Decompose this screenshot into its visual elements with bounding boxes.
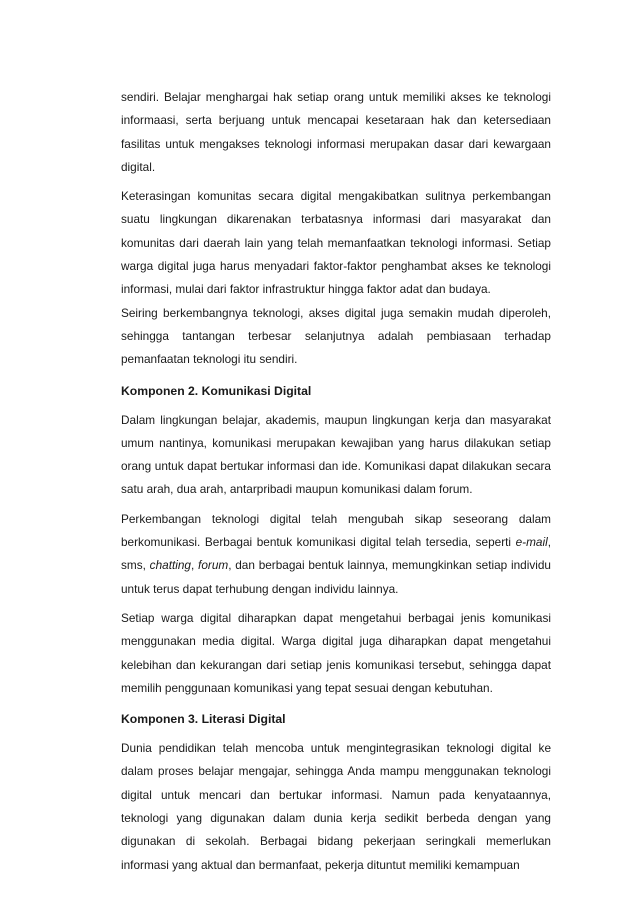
document-page xyxy=(121,86,551,877)
chatting-term: chatting xyxy=(149,558,191,573)
paragraph-communication-duty: Dalam lingkungan belajar, akademis, maupun lingkungan kerja dan masyarakat umum nantinya, komunikasi merupakan kewajiban yang harus dilakukan setiap orang untuk dapat bertukar informasi dan ide. Komunikasi dapat dilakukan secara satu arah, dua arah, antarpribadi maupun komunikasi dalam forum. xyxy=(121,412,551,497)
paragraph-text: , dan berbagai bentuk lainnya, memungkinkan setiap individu untuk terus dapat terhubung dengan individu lainnya. xyxy=(121,558,551,596)
email-term: e-mail xyxy=(515,535,548,550)
paragraph-access-rights: sendiri. Belajar menghargai hak setiap orang untuk memiliki akses ke teknologi informaasi, serta berjuang untuk mencapai kesetaraan hak dan ketersediaan fasilitas untuk mengakses teknologi informasi merupakan dasar dari kewargaan digital. xyxy=(121,90,551,174)
heading-komponen-2: Komponen 2. Komunikasi Digital xyxy=(121,383,312,398)
paragraph-text: , sms, xyxy=(121,535,551,573)
paragraph-text: Perkembangan teknologi digital telah mengubah sikap seseorang dalam berkomunikasi. Berbagai bentuk komunikasi digital telah tersedia, seperti xyxy=(121,511,551,550)
paragraph-tech-development: Seiring berkembangnya teknologi, akses digital juga semakin mudah diperoleh, sehingga tantangan terbesar selanjutnya adalah pembiasaan terhadap pemanfaatan teknologi itu sendiri. xyxy=(121,305,551,367)
heading-komponen-3: Komponen 3. Literasi Digital xyxy=(121,712,286,727)
paragraph-digital-literacy: Dunia pendidikan telah mencoba untuk mengintegrasikan teknologi digital ke dalam proses belajar mengajar, sehingga Anda mampu menggunakan teknologi digital untuk mencari dan bertukar informasi. Namun pada kenyataannya, teknologi yang digunakan dalam dunia kerja sedikit berbeda dengan yang digunakan di sekolah. Berbagai bidang pekerjaan seringkali memerlukan informasi yang aktual dan bermanfaat, pekerja dituntut memiliki kemampuan xyxy=(121,741,551,872)
forum-term: forum xyxy=(198,558,229,573)
paragraph-community-isolation: Keterasingan komunitas secara digital mengakibatkan sulitnya perkembangan suatu lingkungan dikarenakan terbatasnya informasi dari masyarakat dan komunitas dari daerah lain yang telah memanfaatkan teknologi informasi. Setiap warga digital juga harus menyadari faktor-faktor penghambat akses ke teknologi informasi, mulai dari faktor infrastruktur hingga faktor adat dan budaya. xyxy=(121,189,551,297)
paragraph-communication-types: Setiap warga digital diharapkan dapat mengetahui berbagai jenis komunikasi menggunakan media digital. Warga digital juga diharapkan dapat mengetahui kelebihan dan kekurangan dari setiap jenis komunikasi tersebut, sehingga dapat memilih penggunaan komunikasi yang tepat sesuai dengan kebutuhan. xyxy=(121,610,551,695)
paragraph-communication-forms xyxy=(121,508,551,601)
paragraph-text: , xyxy=(191,558,199,573)
